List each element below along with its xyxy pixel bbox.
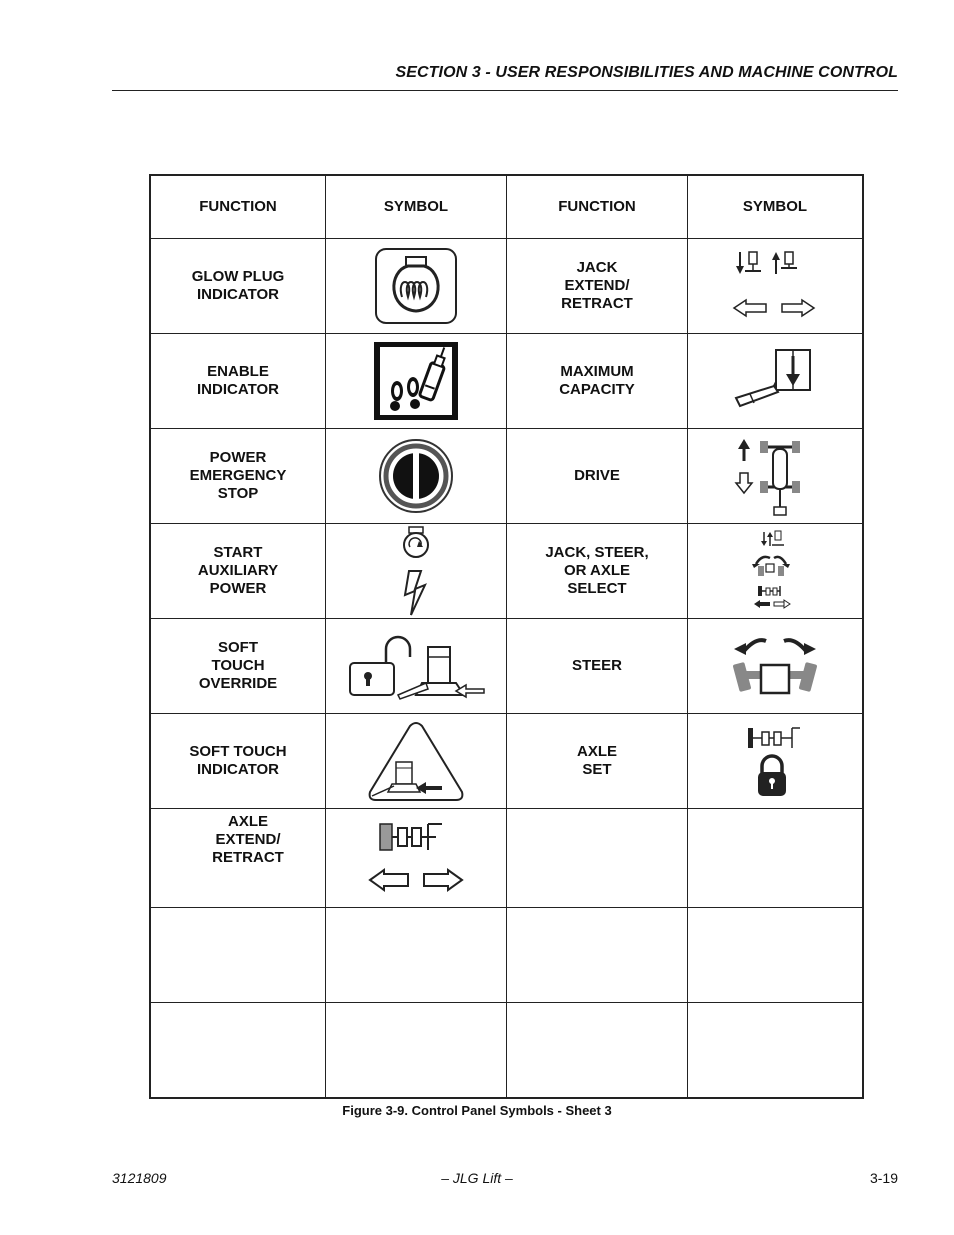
enable-indicator-icon: [373, 341, 459, 421]
table-row: [150, 1003, 863, 1099]
page-number: 3-19: [869, 1170, 898, 1186]
function-label: SOFT TOUCH OVERRIDE: [150, 619, 326, 714]
glow-plug-icon: [374, 247, 458, 325]
table-row: [150, 714, 863, 809]
table-row: [150, 334, 863, 429]
function-label: POWER EMERGENCY STOP: [150, 429, 326, 524]
table-row: [150, 429, 863, 524]
function-label: AXLE EXTEND/ RETRACT: [150, 809, 326, 908]
function-label: STEER: [507, 619, 688, 714]
section-title: SECTION 3 - USER RESPONSIBILITIES AND MACHINE CONTROL: [395, 64, 898, 81]
axle-extend-retract-icon: [366, 818, 466, 898]
function-label: [150, 908, 326, 1003]
maximum-capacity-icon: [730, 346, 820, 416]
function-label: [507, 809, 688, 908]
jack-steer-axle-select-icon: [740, 528, 810, 614]
page-header: [112, 64, 898, 91]
table-row: [150, 619, 863, 714]
table-header-row: [150, 175, 863, 239]
soft-touch-override-icon: [346, 631, 486, 701]
figure-caption: Figure 3-9. Control Panel Symbols - Sheet 3: [342, 1103, 612, 1118]
function-label: [150, 1003, 326, 1099]
document-number: 3121809: [112, 1170, 167, 1186]
function-label: GLOW PLUG INDICATOR: [150, 239, 326, 334]
table-row: [150, 809, 863, 908]
function-label: MAXIMUM CAPACITY: [507, 334, 688, 429]
function-label: JACK, STEER, OR AXLE SELECT: [507, 524, 688, 619]
function-label: SOFT TOUCH INDICATOR: [150, 714, 326, 809]
function-label: DRIVE: [507, 429, 688, 524]
table-row: [150, 239, 863, 334]
jack-extend-retract-icon: [730, 248, 820, 324]
column-header-function: FUNCTION: [150, 175, 326, 239]
function-label: START AUXILIARY POWER: [150, 524, 326, 619]
column-header-function: FUNCTION: [507, 175, 688, 239]
function-label: ENABLE INDICATOR: [150, 334, 326, 429]
table-row: [150, 524, 863, 619]
footer-brand: – JLG Lift –: [441, 1170, 513, 1186]
auxiliary-power-icon: [391, 525, 441, 617]
control-panel-symbols-table: [149, 174, 864, 1099]
soft-touch-indicator-icon: [366, 720, 466, 802]
function-label: [507, 1003, 688, 1099]
function-label: AXLE SET: [507, 714, 688, 809]
drive-icon: [730, 435, 820, 517]
column-header-symbol: SYMBOL: [326, 175, 507, 239]
function-label: JACK EXTEND/ RETRACT: [507, 239, 688, 334]
column-header-symbol: SYMBOL: [688, 175, 864, 239]
axle-set-icon: [740, 722, 810, 800]
emergency-stop-icon: [376, 436, 456, 516]
table-row: [150, 908, 863, 1003]
function-label: [507, 908, 688, 1003]
steer-icon: [730, 629, 820, 703]
